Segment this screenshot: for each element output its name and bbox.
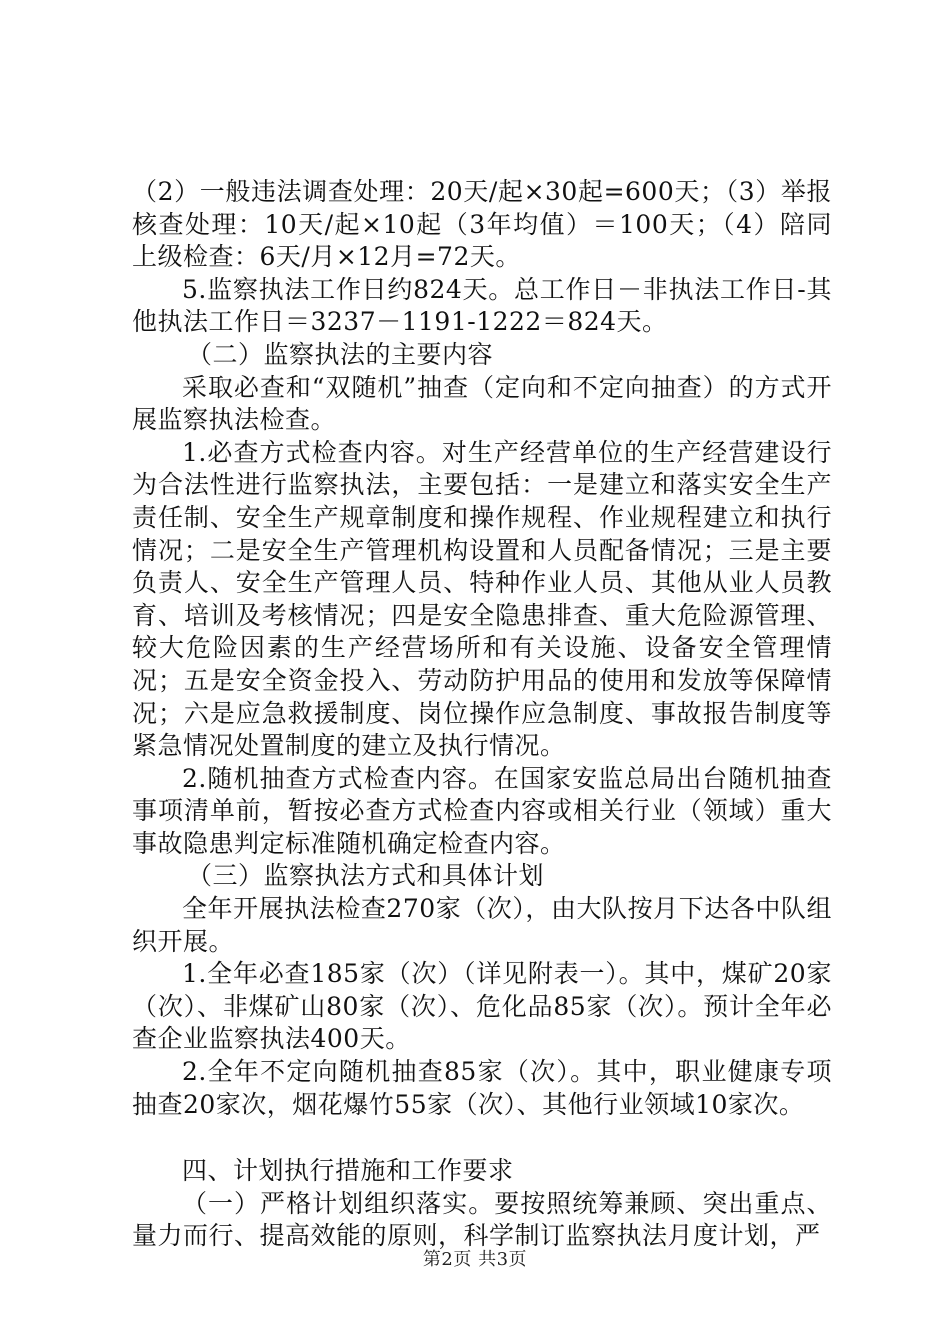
section-heading-measures: 四、计划执行措施和工作要求	[182, 1156, 514, 1186]
paragraph-annual-inspections: 全年开展执法检查270家（次），由大队按月下达各中队组织开展。	[132, 894, 832, 956]
paragraph-plan-implementation: （一）严格计划组织落实。要按照统筹兼顾、突出重点、量力而行、提高效能的原则，科学制订监察执法月度计划，严	[132, 1188, 832, 1251]
paragraph-spacer	[132, 1121, 832, 1155]
paragraph-violation-days: （2）一般违法调查处理：20天/起×30起=600天；（3）举报核查处理：10天/起×10起（3年均值）＝100天；（4）陪同上级检查：6天/月×12月=72天。	[132, 177, 832, 272]
page-number-footer: 第2页 共3页	[422, 1249, 528, 1270]
paragraph-enforcement-workdays: 5.监察执法工作日约824天。总工作日－非执法工作日-其他执法工作日＝3237－1191-1222＝824天。	[132, 274, 832, 337]
body-text	[132, 176, 832, 1253]
paragraph-random-count: 2.全年不定向随机抽查85家（次）。其中，职业健康专项抽查20家次，烟花爆竹55家（次）、其他行业领域10家次。	[132, 1057, 832, 1119]
paragraph-inspection-approach: 采取必查和“双随机”抽查（定向和不定向抽查）的方式开展监察执法检查。	[132, 372, 832, 435]
paragraph-mandatory-count: 1.全年必查185家（次）（详见附表一）。其中，煤矿20家（次）、非煤矿山80家（次）、危化品85家（次）。预计全年必查企业监察执法400天。	[132, 959, 832, 1054]
section-heading-main-content: （二）监察执法的主要内容	[187, 339, 494, 369]
section-heading-methods-plan: （三）监察执法方式和具体计划	[187, 861, 545, 891]
paragraph-mandatory-inspection: 1.必查方式检查内容。对生产经营单位的生产经营建设行为合法性进行监察执法，主要包括：一是建立和落实安全生产责任制、安全生产规章制度和操作规程、作业规程建立和执行情况；二是安全生产管理机构设置和人员配备情况；三是主要负责人、安全生产管理人员、特种作业人员、其他从业人员教育、培训及考核情况；四是安全隐患排查、重大危险源管理、较大危险因素的生产经营场所和有关设施、设备安全管理情况；五是安全资金投入、劳动防护用品的使用和发放等保障情况；六是应急救援制度、岗位操作应急制度、事故报告制度等紧急情况处置制度的建立及执行情况。	[132, 437, 832, 761]
paragraph-random-inspection: 2.随机抽查方式检查内容。在国家安监总局出台随机抽查事项清单前，暂按必查方式检查内容或相关行业（领域）重大事故隐患判定标准随机确定检查内容。	[132, 763, 832, 858]
